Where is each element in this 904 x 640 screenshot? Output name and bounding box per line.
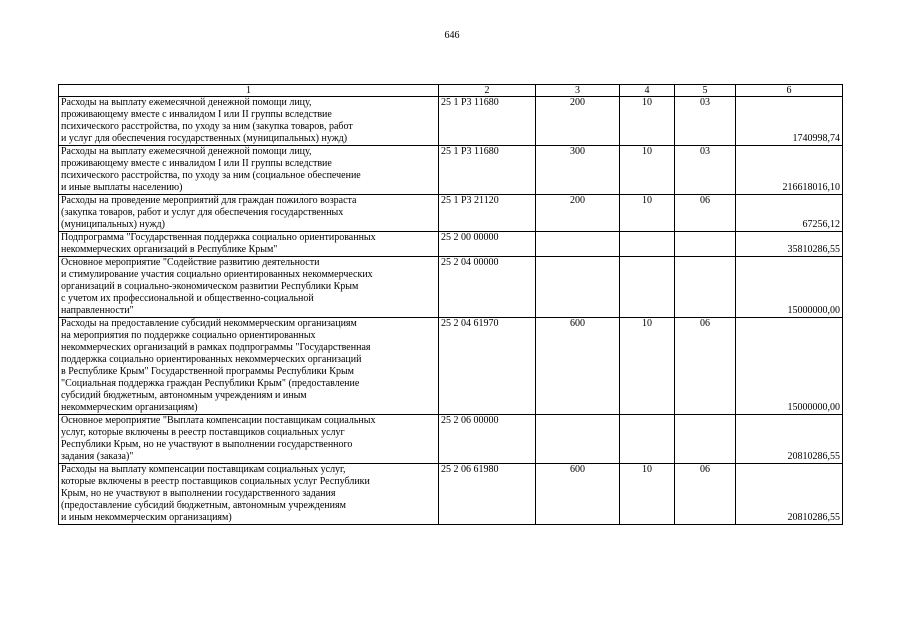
- column-header-5: 5: [675, 85, 736, 97]
- table-row: [59, 415, 843, 464]
- row-section: 10: [620, 318, 675, 415]
- column-header-2: 2: [439, 85, 536, 97]
- row-subsection: [675, 232, 736, 257]
- row-code: 25 2 04 61970: [439, 318, 536, 415]
- row-sum: 1740998,74: [736, 97, 843, 146]
- table-row: [59, 195, 843, 232]
- row-section: 10: [620, 97, 675, 146]
- row-section: [620, 232, 675, 257]
- row-section: 10: [620, 464, 675, 525]
- row-sum: 15000000,00: [736, 318, 843, 415]
- row-subsection: [675, 257, 736, 318]
- row-expense-type: 200: [536, 97, 620, 146]
- row-sum: 20810286,55: [736, 464, 843, 525]
- row-sum: 67256,12: [736, 195, 843, 232]
- row-subsection: 06: [675, 464, 736, 525]
- row-expense-type: 200: [536, 195, 620, 232]
- row-sum: 216618016,10: [736, 146, 843, 195]
- table-row: [59, 146, 843, 195]
- column-header-6: 6: [736, 85, 843, 97]
- row-name: Расходы на выплату ежемесячной денежной помощи лицу, проживающему вместе с инвалидом I или II группы вследствие психического расстройства, по уходу за ним (социальное обеспечение и иные выплаты населению): [59, 146, 439, 195]
- row-subsection: [675, 415, 736, 464]
- row-code: 25 2 04 00000: [439, 257, 536, 318]
- row-subsection: 03: [675, 146, 736, 195]
- row-code: 25 1 Р3 11680: [439, 97, 536, 146]
- row-section: 10: [620, 195, 675, 232]
- row-code: 25 2 00 00000: [439, 232, 536, 257]
- row-expense-type: 600: [536, 464, 620, 525]
- row-subsection: 06: [675, 195, 736, 232]
- column-header-1: 1: [59, 85, 439, 97]
- row-code: 25 2 06 00000: [439, 415, 536, 464]
- budget-table: [58, 84, 843, 525]
- row-code: 25 1 Р3 11680: [439, 146, 536, 195]
- header-row: [59, 85, 843, 97]
- row-expense-type: [536, 257, 620, 318]
- table-row: [59, 97, 843, 146]
- row-expense-type: 600: [536, 318, 620, 415]
- row-code: 25 2 06 61980: [439, 464, 536, 525]
- row-name: Расходы на предоставление субсидий некоммерческим организациям на мероприятия по поддержке социально ориентированных некоммерческих организаций в рамках подпрограммы "Государственная поддержка социально ориентированных некоммерческих организаций в Республике Крым" Государственной программы Республики Крым "Социальная поддержка граждан Республики Крым" (предоставление субсидий бюджетным, автономным учреждениям и иным некоммерческим организациям): [59, 318, 439, 415]
- row-subsection: 03: [675, 97, 736, 146]
- row-sum: 20810286,55: [736, 415, 843, 464]
- row-section: [620, 257, 675, 318]
- column-header-4: 4: [620, 85, 675, 97]
- row-name: Расходы на проведение мероприятий для граждан пожилого возраста (закупка товаров, работ и услуг для обеспечения государственных (муниципальных) нужд): [59, 195, 439, 232]
- row-section: [620, 415, 675, 464]
- row-sum: 15000000,00: [736, 257, 843, 318]
- table-row: [59, 257, 843, 318]
- table-row: [59, 464, 843, 525]
- row-expense-type: 300: [536, 146, 620, 195]
- row-name: Подпрограмма "Государственная поддержка социально ориентированных некоммерческих организаций в Республике Крым": [59, 232, 439, 257]
- row-section: 10: [620, 146, 675, 195]
- row-expense-type: [536, 415, 620, 464]
- table-header: [59, 85, 843, 97]
- row-name: Основное мероприятие "Содействие развитию деятельности и стимулирование участия социально ориентированных некоммерческих организаций в социально-экономическом развитии Республики Крым с учетом их профессиональной и общественно-социальной направленности": [59, 257, 439, 318]
- table-row: [59, 318, 843, 415]
- table-body: [59, 97, 843, 525]
- row-expense-type: [536, 232, 620, 257]
- row-name: Основное мероприятие "Выплата компенсации поставщикам социальных услуг, которые включены в реестр поставщиков социальных услуг Республики Крым, но не участвуют в выполнении государственного задания (заказа)": [59, 415, 439, 464]
- row-name: Расходы на выплату ежемесячной денежной помощи лицу, проживающему вместе с инвалидом I или II группы вследствие психического расстройства, по уходу за ним (закупка товаров, работ и услуг для обеспечения государственных (муниципальных) нужд): [59, 97, 439, 146]
- row-sum: 35810286,55: [736, 232, 843, 257]
- column-header-3: 3: [536, 85, 620, 97]
- row-code: 25 1 Р3 21120: [439, 195, 536, 232]
- row-subsection: 06: [675, 318, 736, 415]
- row-name: Расходы на выплату компенсации поставщикам социальных услуг, которые включены в реестр поставщиков социальных услуг Республики Крым, но не участвуют в выполнении государственного задания (предоставление субсидий бюджетным, автономным учреждениям и иным некоммерческим организациям): [59, 464, 439, 525]
- page-number: 646: [444, 30, 460, 41]
- table-row: [59, 232, 843, 257]
